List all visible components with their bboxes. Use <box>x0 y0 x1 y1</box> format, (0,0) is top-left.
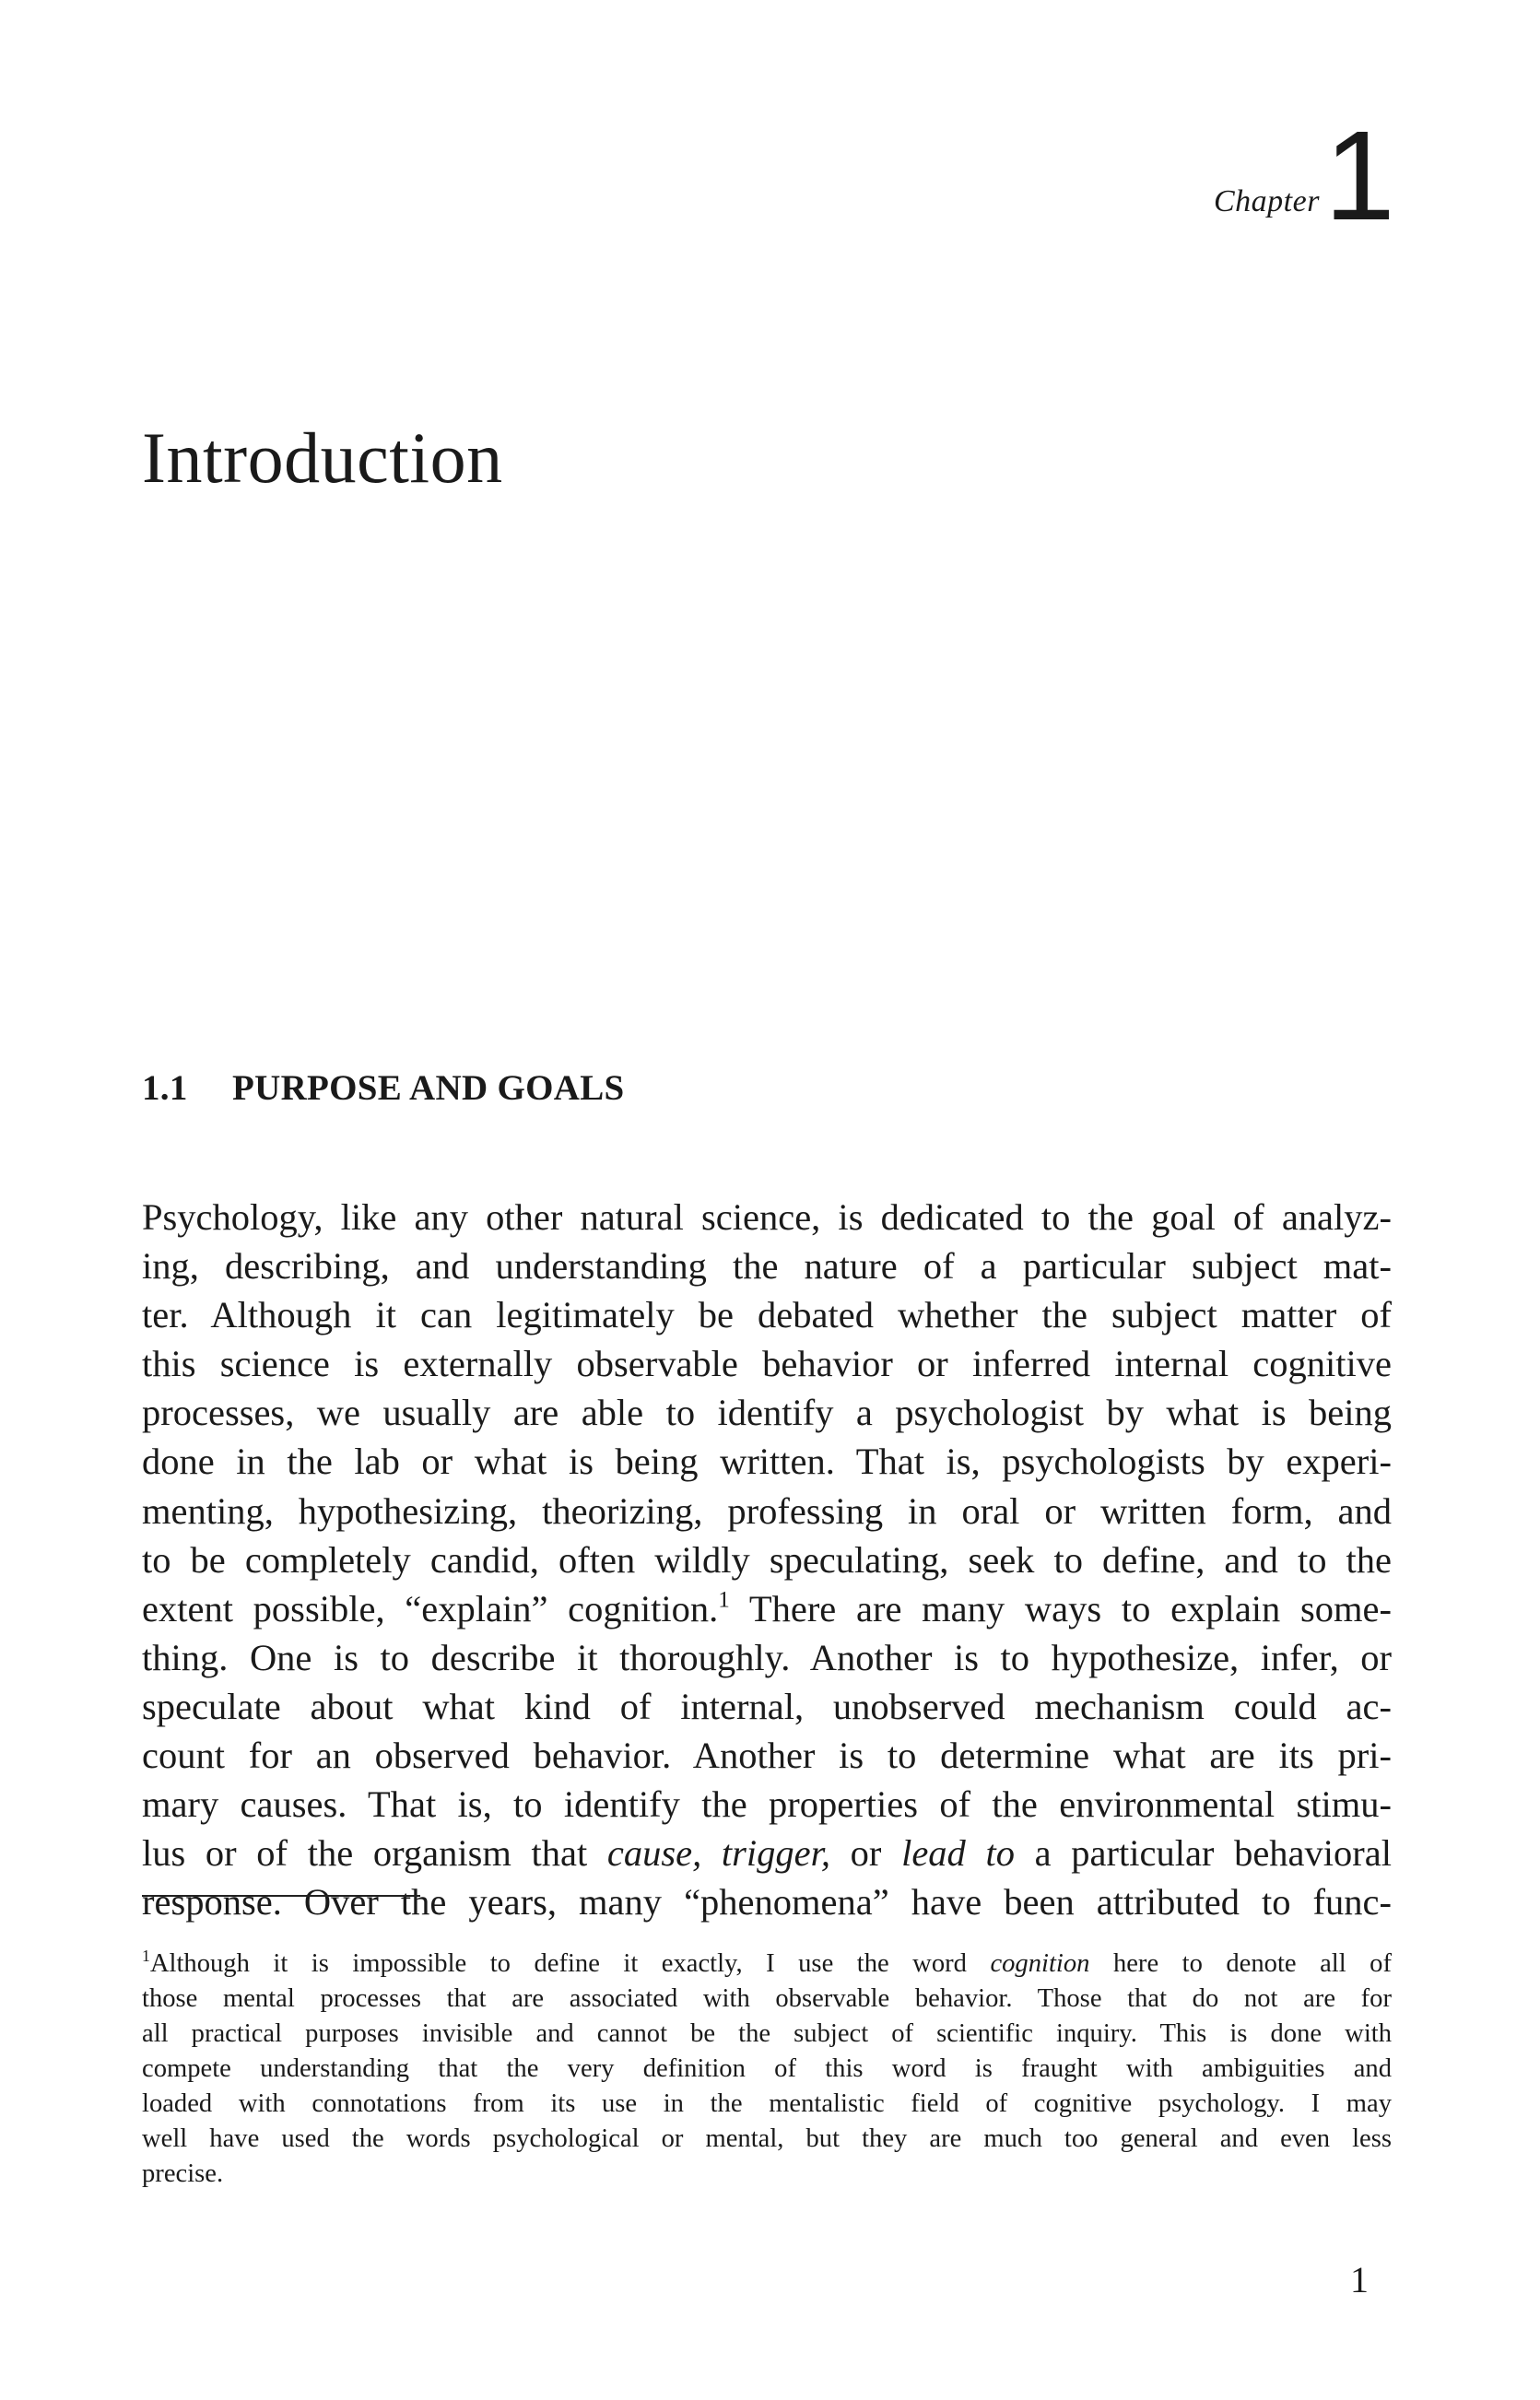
body-line: ing, describing, and understanding the nature of a particular subject mat- <box>142 1245 1392 1288</box>
footnote-line: well have used the words psychological or mental, but they are much too general and even less <box>142 2124 1392 2153</box>
body-line: response. Over the years, many “phenomena” have been attributed to func- <box>142 1881 1392 1924</box>
body-line: mary causes. That is, to identify the properties of the environmental stimu- <box>142 1783 1392 1826</box>
body-line: thing. One is to describe it thoroughly. Another is to hypothesize, infer, or <box>142 1636 1392 1678</box>
footnote-text-fragment: Although it is impossible to define it exactly, I use the word <box>149 1949 991 1978</box>
body-line: done in the lab or what is being written. That is, psychologists by experi- <box>142 1441 1392 1483</box>
body-text-fragment: lus or of the organism that <box>142 1832 607 1875</box>
body-line: ter. Although it can legitimately be debated whether the subject matter of <box>142 1294 1392 1336</box>
body-text-fragment: There are many ways to explain some- <box>729 1587 1392 1629</box>
footnote-line: compete understanding that the very definition of this word is fraught with ambiguities and <box>142 2054 1392 2083</box>
footnote-line: those mental processes that are associated with observable behavior. Those that do not are for <box>142 1984 1392 2013</box>
footnote-marker: 1 <box>142 1947 150 1966</box>
body-line: to be completely candid, often wildly speculating, seek to define, and to the <box>142 1538 1392 1581</box>
footnote-text-fragment: here to denote all of <box>1089 1949 1392 1978</box>
footnote <box>142 1947 1392 2192</box>
section-heading <box>142 1067 625 1109</box>
body-line <box>142 1829 1392 1877</box>
chapter-heading <box>1106 105 1401 247</box>
body-text-fragment: extent possible, “explain” cognition. <box>142 1587 719 1629</box>
footnote-line: all practical purposes invisible and cannot be the subject of scientific inquiry. This is done with <box>142 2019 1392 2048</box>
body-paragraph <box>142 1193 1392 1926</box>
body-text-fragment: a particular behavioral <box>1014 1832 1392 1875</box>
chapter-title: Introduction <box>142 418 503 498</box>
footnote-divider <box>142 1895 420 1897</box>
chapter-number: 1 <box>1324 105 1395 247</box>
section-title: PURPOSE AND GOALS <box>232 1068 625 1108</box>
emphasized-text: cause, trigger, <box>606 1832 831 1875</box>
chapter-label: Chapter <box>1214 184 1320 218</box>
body-text-fragment: or <box>830 1832 902 1875</box>
body-line: count for an observed behavior. Another is to determine what are its pri- <box>142 1735 1392 1777</box>
body-line <box>142 1584 1392 1633</box>
body-line: speculate about what kind of internal, unobserved mechanism could ac- <box>142 1685 1392 1727</box>
body-line: menting, hypothesizing, theorizing, professing in oral or written form, and <box>142 1489 1392 1532</box>
footnote-reference[interactable]: 1 <box>718 1587 730 1613</box>
footnote-line: loaded with connotations from its use in the mentalistic field of cognitive psychology. I may <box>142 2089 1392 2118</box>
footnote-line <box>142 1947 1392 1982</box>
section-number: 1.1 <box>142 1068 188 1108</box>
emphasized-text: lead to <box>901 1832 1015 1875</box>
emphasized-text: cognition <box>990 1949 1090 1978</box>
body-line: processes, we usually are able to identify a psychologist by what is being <box>142 1392 1392 1434</box>
page-number: 1 <box>1350 2259 1369 2300</box>
footnote-line: precise. <box>142 2159 224 2188</box>
body-line: this science is externally observable behavior or inferred internal cognitive <box>142 1343 1392 1385</box>
body-line: Psychology, like any other natural science, is dedicated to the goal of analyz- <box>142 1196 1392 1238</box>
